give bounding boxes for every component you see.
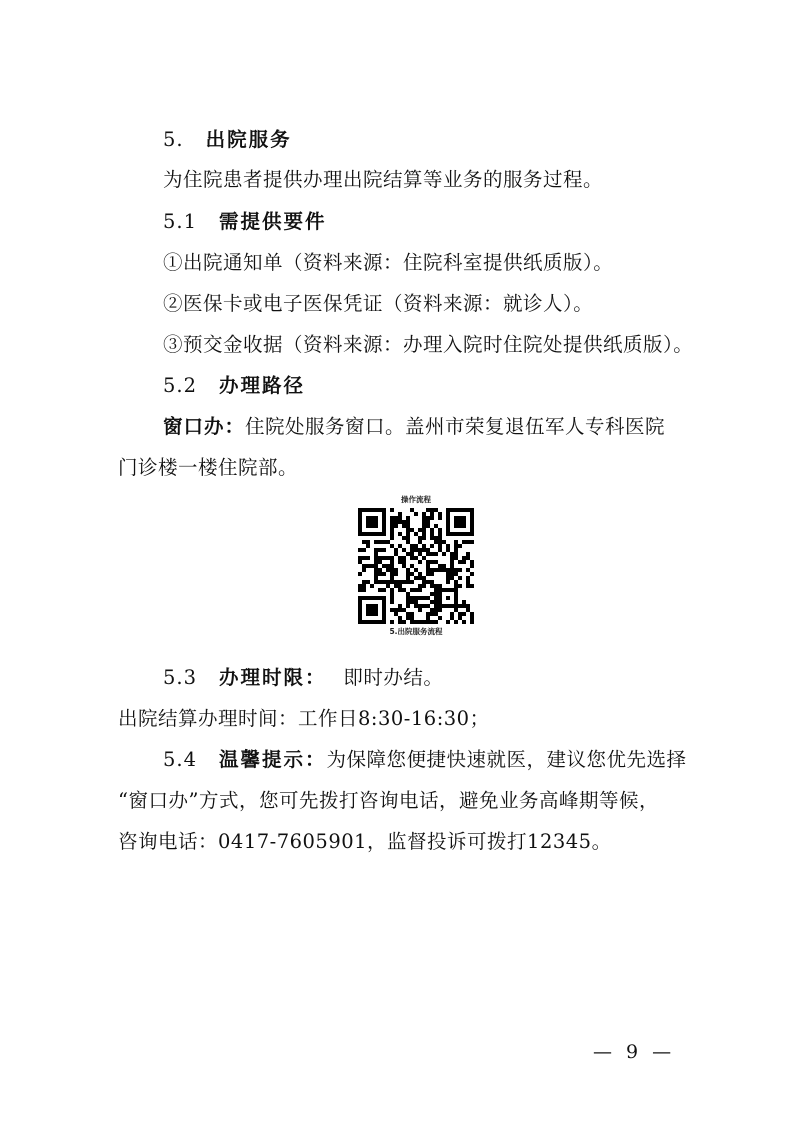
section-5-4-heading bbox=[163, 747, 687, 773]
section-5-heading bbox=[163, 127, 292, 153]
page-number: — 9 — bbox=[593, 1041, 676, 1063]
section-title: 办理路径 bbox=[219, 374, 306, 397]
section-number: 5. bbox=[163, 128, 184, 151]
section-value: 即时办结。 bbox=[343, 666, 444, 689]
section-5-3-heading bbox=[163, 665, 443, 691]
qr-code-block bbox=[352, 495, 480, 637]
section-title: 需提供要件 bbox=[219, 210, 327, 233]
service-path-line bbox=[163, 414, 665, 440]
section-number: 5.4 bbox=[163, 748, 198, 771]
service-path-text: 住院处服务窗口。盖州市荣复退伍军人专科医院 bbox=[245, 415, 666, 438]
tip-text: 为保障您便捷快速就医，建议您优先选择 bbox=[326, 748, 687, 771]
section-5-2-heading bbox=[163, 373, 305, 399]
service-path-continuation: 门诊楼一楼住院部。 bbox=[118, 456, 299, 479]
section-5-description: 为住院患者提供办理出院结算等业务的服务过程。 bbox=[163, 168, 604, 191]
requirement-item: ③预交金收据（资料来源：办理入院时住院处提供纸质版）。 bbox=[163, 333, 694, 356]
requirement-item: ②医保卡或电子医保凭证（资料来源：就诊人）。 bbox=[163, 292, 594, 315]
service-path-label: 窗口办： bbox=[163, 415, 246, 438]
section-5-1-heading bbox=[163, 209, 327, 235]
qr-top-caption: 操作流程 bbox=[401, 495, 431, 504]
tip-text: “窗口办”方式，您可先拨打咨询电话，避免业务高峰期等候， bbox=[118, 789, 659, 812]
section-number: 5.1 bbox=[163, 210, 198, 233]
section-title: 出院服务 bbox=[205, 128, 292, 151]
section-title: 办理时限： bbox=[219, 666, 327, 689]
qr-bottom-caption: 5.出院服务流程 bbox=[389, 627, 443, 636]
section-number: 5.2 bbox=[163, 374, 198, 397]
qr-code-image bbox=[358, 508, 474, 624]
tip-text: 咨询电话：0417-7605901，监督投诉可拨打12345。 bbox=[118, 830, 612, 853]
section-number: 5.3 bbox=[163, 666, 198, 689]
requirement-item: ①出院通知单（资料来源：住院科室提供纸质版）。 bbox=[163, 251, 614, 274]
section-title: 温馨提示： bbox=[219, 748, 327, 771]
office-hours: 出院结算办理时间：工作日8:30-16:30； bbox=[118, 707, 490, 730]
